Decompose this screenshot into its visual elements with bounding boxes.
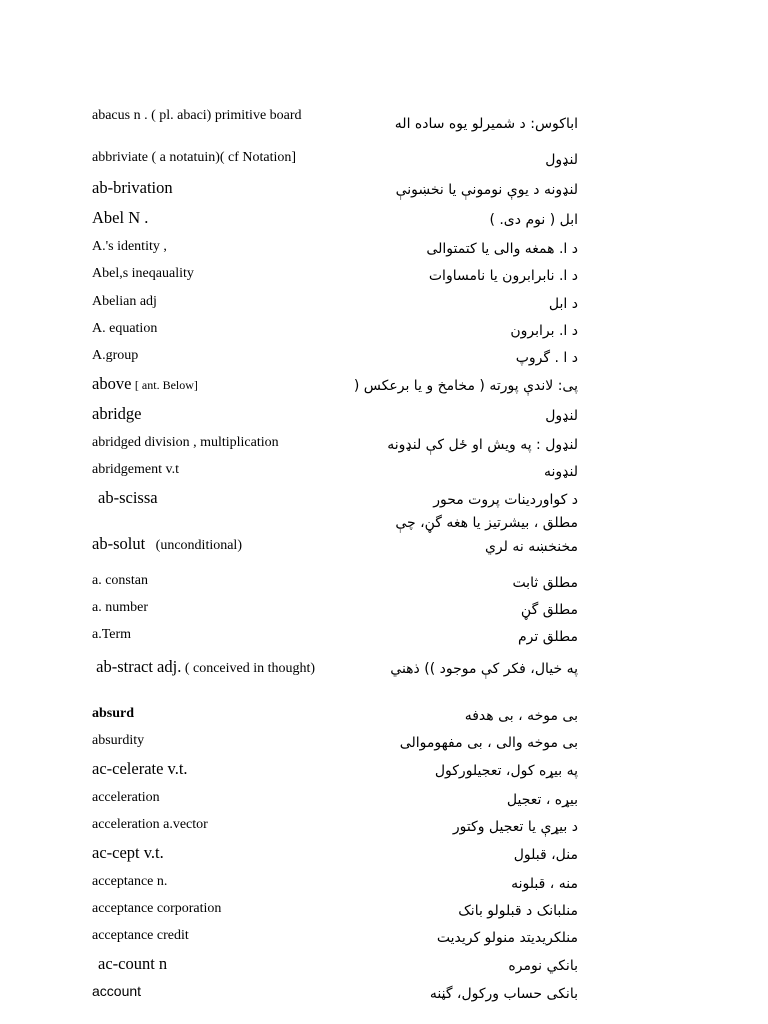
english-term: a. constan [92, 573, 148, 588]
english-term: abridge [92, 404, 142, 423]
english-term: ab-brivation [92, 178, 173, 197]
pashto-definition: لنډول [545, 408, 578, 424]
english-term: acceleration a.vector [92, 817, 208, 832]
pashto-definition: لنډول : په ویش او ځل کې لنډونه [387, 437, 578, 453]
english-term: a. number [92, 600, 148, 615]
english-term: ac-cept v.t. [92, 843, 164, 862]
english-term: ab-solut (unconditional) [92, 534, 242, 553]
pashto-definition: بی موخه والی ، بی مفهوموالی [399, 735, 578, 751]
pashto-definition: بانکي نومره [508, 958, 578, 974]
english-term: A.'s identity , [92, 239, 167, 254]
english-term: ac-celerate v.t. [92, 759, 188, 778]
pashto-definition: د بیړې یا تعجیل وکتور [452, 819, 578, 835]
english-term: above [ ant. Below] [92, 374, 198, 393]
english-term: Abel,s ineqauality [92, 266, 194, 281]
english-term: account [92, 983, 142, 999]
pashto-definition: مطلق گڼ [520, 602, 578, 618]
english-term: Abelian adj [92, 294, 157, 309]
english-term: abridgement v.t [92, 462, 179, 477]
english-term: acceptance credit [92, 928, 189, 943]
pashto-definition: منه ، قبلونه [511, 876, 578, 892]
english-term: abridged division , multiplication [92, 435, 279, 450]
pashto-definition: منلکریدیتد منولو کریدیت [436, 930, 578, 946]
pashto-definition: منل، قبلول [513, 847, 578, 863]
pashto-definition: د ابل [548, 296, 578, 312]
pashto-definition: بانکی حساب ورکول، گڼنه [429, 986, 578, 1002]
english-term: a.Term [92, 627, 132, 642]
pashto-definition: منلبانک د قبلولو بانک [458, 903, 578, 919]
english-term: abacus n . ( pl. abaci) primitive board [92, 108, 302, 123]
english-term: ab-scissa [98, 488, 158, 507]
pashto-definition: د ا. نابرابرون یا نامساوات [428, 268, 578, 284]
pashto-definition: د ا . گروپ [515, 350, 578, 366]
pashto-definition: پی: لاندې پورته ( مخامخ و یا برعکس ( [353, 378, 578, 394]
pashto-definition: مطلق ترم [517, 629, 578, 645]
pashto-definition: لنډونه [543, 464, 578, 480]
pashto-definition: په بیړه کول، تعجیلورکول [434, 763, 578, 779]
pashto-definition: ابل ( نوم دی. ) [489, 212, 578, 228]
english-term: A. equation [92, 321, 158, 336]
pashto-definition: اباکوس: د شمیرلو یوه ساده اله [394, 116, 578, 132]
english-term: acceleration [92, 790, 160, 805]
english-term: absurdity [92, 733, 145, 748]
english-term: abbriviate ( a notatuin)( cf Notation] [92, 150, 297, 165]
english-term: acceptance n. [92, 874, 168, 889]
pashto-definition: لنډول [545, 152, 578, 168]
pashto-definition: د ا. برابرون [510, 323, 578, 339]
english-term: Abel N . [92, 208, 149, 227]
english-term: A.group [92, 348, 139, 363]
english-term: acceptance corporation [92, 901, 222, 916]
english-term: absurd [92, 706, 135, 721]
english-term: ac-count n [98, 954, 168, 973]
pashto-definition: بی موخه ، بی هدفه [464, 708, 578, 724]
english-term: ab-stract adj. ( conceived in thought) [92, 657, 316, 676]
pashto-definition: مطلق ثابت [512, 575, 578, 591]
pashto-definition: لنډونه د یوې نومونې یا نخښونې [395, 182, 578, 198]
pashto-definition: په خیال، فکر کې موجود )) ذهني [390, 661, 578, 677]
pashto-definition: د کواوردینات پروت محور [433, 492, 578, 508]
pashto-definition: بیړه ، تعجیل [506, 792, 578, 808]
pashto-definition: د ا. همغه والی یا کتمتوالی [426, 241, 578, 257]
pashto-definition: مطلق ، بیشرتیز یا هغه گڼ، چې مخنخښه نه لري [395, 515, 578, 555]
